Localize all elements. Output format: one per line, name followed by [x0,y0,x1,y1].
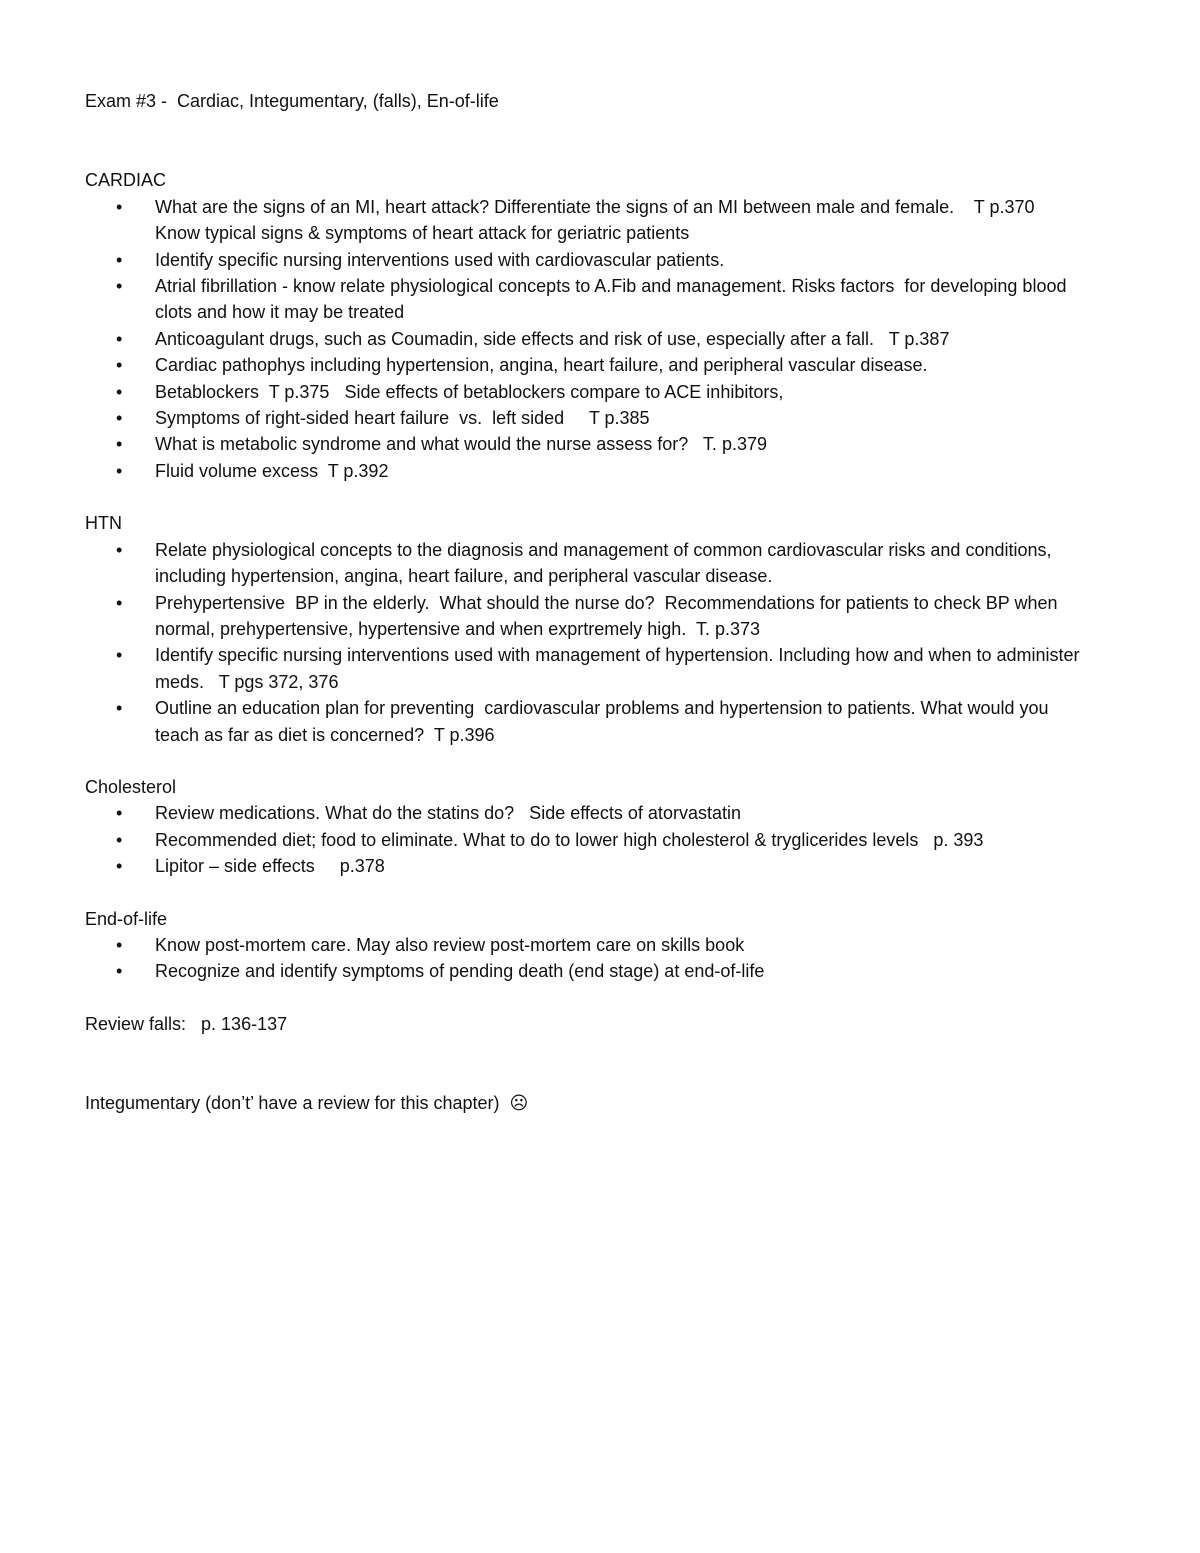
list-item [85,800,1090,826]
end-of-life-list [85,932,1090,985]
bullet-icon: • [116,249,123,270]
list-item [85,537,1090,590]
list-item-text: Review medications. What do the statins do? Side effects of atorvastatin [155,803,741,824]
list-item-text: Prehypertensive BP in the elderly. What should the nurse do? Recommendations for patients to check BP when normal, prehypertensive, hypertensive and when exprtremely high. T. p.373 [155,592,1063,639]
bullet-icon: • [116,381,123,402]
bullet-icon: • [116,408,123,429]
list-item-text: Lipitor – side effects p.378 [155,856,385,877]
list-item-text: Identify specific nursing interventions used with management of hypertension. Including how and when to administer meds. T pgs 372, 376 [155,645,1085,692]
bullet-icon: • [116,803,123,824]
list-item [85,642,1090,695]
bullet-icon: • [116,434,123,455]
list-item-text: Know post-mortem care. May also review post-mortem care on skills book [155,934,745,955]
cardiac-list [85,194,1090,484]
list-item-text: Outline an education plan for preventing cardiovascular problems and hypertension to patients. What would you teach as far as diet is concerned? T p.396 [155,698,1054,745]
list-item-text: Fluid volume excess T p.392 [155,460,389,481]
list-item-text: Relate physiological concepts to the diagnosis and management of common cardiovascular risks and conditions, including hypertension, angina, heart failure, and peripheral vascular disease. [155,539,1057,587]
list-item [85,326,1090,352]
list-item [85,958,1090,984]
bullet-icon: • [116,355,123,376]
list-item-text: Atrial fibrillation - know relate physiological concepts to A.Fib and management. Risks factors for developing blood clots and how it may be treated [155,276,1072,323]
list-item [85,590,1090,643]
spacer [85,1037,1090,1090]
list-item-text: Symptoms of right-sided heart failure vs. left sided T p.385 [155,408,650,429]
bullet-icon: • [116,645,123,666]
section-heading-cholesterol: Cholesterol [85,776,177,797]
bullet-icon: • [116,539,123,560]
bullet-icon: • [116,829,123,850]
bullet-icon: • [116,460,123,481]
list-item [85,379,1090,405]
htn-list [85,537,1090,748]
list-item [85,352,1090,378]
list-item-text: Recommended diet; food to eliminate. What to do to lower high cholesterol & tryglicerides levels p. 393 [155,829,984,850]
list-item [85,273,1090,326]
list-item-text: Betablockers T p.375 Side effects of betablockers compare to ACE inhibitors, [155,381,784,402]
bullet-icon: • [116,592,123,613]
cholesterol-list [85,800,1090,879]
list-item-text: Anticoagulant drugs, such as Coumadin, side effects and risk of use, especially after a fall. T p.387 [155,328,950,349]
list-item [85,695,1090,748]
list-item [85,458,1090,484]
list-item-text: What are the signs of an MI, heart attack? Differentiate the signs of an MI between male and female. T p.370 Know typical signs & symptoms of heart attack for geriatric patients [155,196,1055,244]
list-item [85,247,1090,273]
section-heading-end-of-life: End-of-life [85,908,168,929]
list-item [85,853,1090,879]
list-item [85,932,1090,958]
list-item [85,431,1090,457]
section-htn [85,510,1090,748]
bullet-icon: • [116,856,123,877]
section-cardiac [85,167,1090,484]
integumentary-note: Integumentary (don’t’ have a review for this chapter) ☹ [85,1093,529,1114]
section-cholesterol [85,774,1090,880]
section-heading-htn: HTN [85,513,122,534]
bullet-icon: • [116,328,123,349]
list-item [85,194,1090,247]
bullet-icon: • [116,961,123,982]
list-item-text: Identify specific nursing interventions used with cardiovascular patients. [155,249,725,270]
section-heading-cardiac: CARDIAC [85,170,167,191]
list-item-text: Recognize and identify symptoms of pending death (end stage) at end-of-life [155,961,765,982]
bullet-icon: • [116,196,123,217]
section-end-of-life [85,906,1090,985]
list-item-text: Cardiac pathophys including hypertension, angina, heart failure, and peripheral vascular disease. [155,355,928,376]
spacer [85,114,1090,167]
list-item [85,405,1090,431]
list-item-text: What is metabolic syndrome and what would the nurse assess for? T. p.379 [155,434,767,455]
bullet-icon: • [116,698,123,719]
list-item [85,827,1090,853]
review-falls-line: Review falls: p. 136-137 [85,1013,288,1034]
bullet-icon: • [116,276,123,297]
bullet-icon: • [116,934,123,955]
document-title: Exam #3 - Cardiac, Integumentary, (falls), En-of-life [85,91,499,111]
